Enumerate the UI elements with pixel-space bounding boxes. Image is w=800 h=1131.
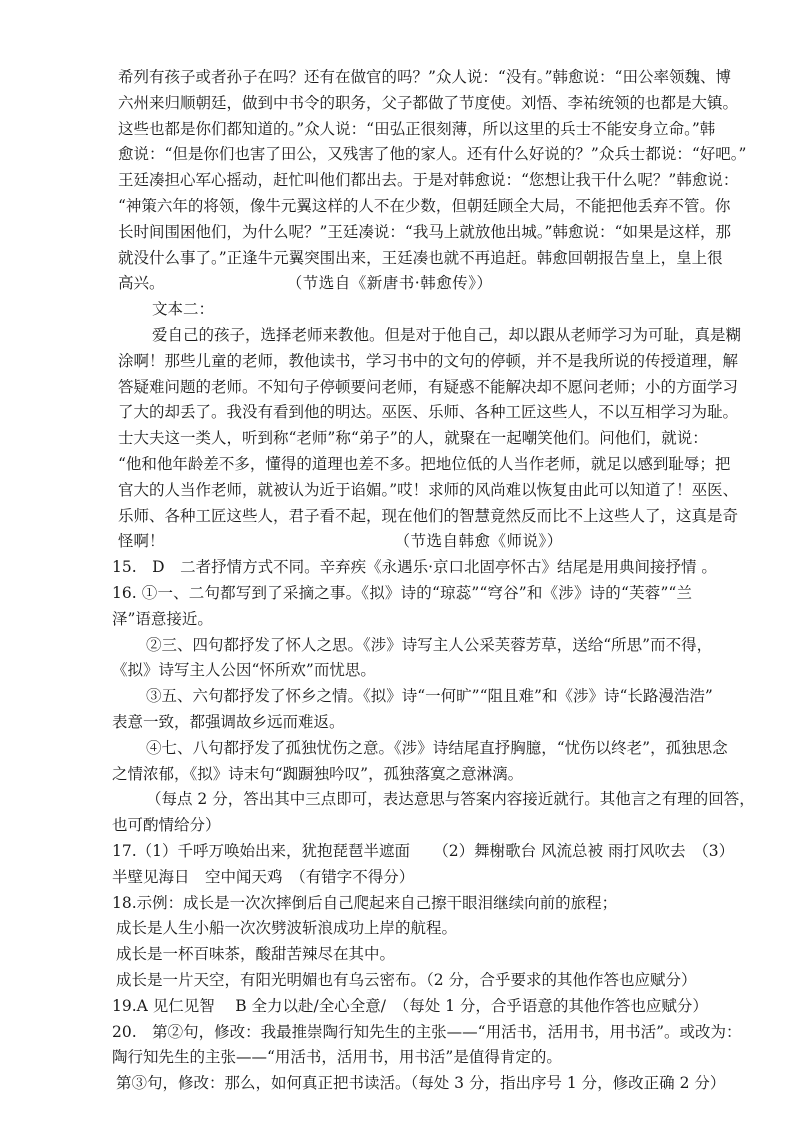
answer-20-point-3: 第③句，修改：那么，如何真正把书读活。（每处 3 分，指出序号 1 分，修改正确 2 分） [116, 1074, 726, 1093]
answer-16-point-3: ③五、六句都抒发了怀乡之情。《拟》诗“一何旷”“阻且难”和《涉》诗“长路漫浩浩” [146, 687, 713, 706]
text2-line: 答疑难问题的老师。不知句子停顿要问老师，有疑惑不能解决却不愿问老师；小的方面学习 [118, 377, 739, 396]
text1-line: 这些也都是你们都知道的。”众人说：“田弘正很刻薄，所以这里的兵士不能安身立命。”韩 [118, 119, 716, 138]
text1-line: 就没什么事了。”正逢牛元翼突围出来，王廷凑也就不再追赶。韩愈回朝报告皇上，皇上很 [118, 248, 723, 267]
answer-20-line: 陶行知先生的主张——“用活书，活用书，用书活”是值得肯定的。 [112, 1048, 562, 1067]
answer-16: 16. ①一、二句都写到了采摘之事。《拟》诗的“琼蕊”“穹谷”和《涉》诗的“芙蓉”“兰 [112, 584, 692, 602]
text2-last-line [118, 528, 678, 554]
text1-line: 长时间围困他们，为什么呢？”王廷凑说：“我马上就放他出城。”韩愈说：“如果是这样，那 [118, 222, 731, 241]
text2-line: 爱自己的孩子，选择老师来教他。但是对于他自己，却以跟从老师学习为可耻，真是糊 [152, 326, 742, 344]
answer-16-line: 泽”语意接近。 [112, 609, 213, 628]
text2-last-text: 怪啊！ [118, 532, 165, 551]
answer-16-scoring-line: 也可酌情给分） [112, 816, 221, 835]
answer-17-line: 半壁见海日 空中闻天鸡 （有错字不得分） [112, 867, 415, 886]
text2-line: “他和他年龄差不多，懂得的道理也差不多。把地位低的人当作老师，就足以感到耻辱；把 [118, 455, 731, 473]
answer-16-line: 《拟》诗写主人公因“怀所欢”而忧思。 [112, 661, 376, 680]
text1-source: （节选自《新唐书·韩愈传》） [294, 274, 493, 293]
answer-17: 17.（1）千呼万唤始出来，犹抱琵琶半遮面 （2）舞榭歌台 风流总被 雨打风吹去 （3） [112, 842, 735, 860]
answer-16-scoring: （每点 2 分，答出其中三点即可，表达意思与答案内容接近就行。其他言之有理的回答， [146, 790, 755, 809]
text1-last-text: 高兴。 [118, 274, 165, 293]
text2-line: 士大夫这一类人，听到称“老师”称“弟子”的人，就聚在一起嘲笑他们。问他们，就说： [118, 429, 708, 448]
answer-16-line: 之情浓郁，《拟》诗末句“踟蹰独吟叹”，孤独落寞之意淋漓。 [112, 764, 524, 783]
text2-line: 了大的却丢了。我没有看到他的明达。巫医、乐师、各种工匠这些人，不以互相学习为耻。 [118, 403, 739, 422]
answer-20: 20. 第②句，修改：我最推崇陶行知先生的主张——“用活书，活用书，用书活”。或改为： [112, 1022, 742, 1041]
answer-18-line: 成长是人生小船一次次劈波斩浪成功上岸的航程。 [116, 919, 458, 938]
text1-line: 王廷凑担心军心摇动，赶忙叫他们都出去。于是对韩愈说：“您想让我干什么呢？”韩愈说： [118, 171, 739, 190]
text2-line: 乐师、各种工匠这些人，君子看不起，现在他们的智慧竟然反而比不上这些人了，这真是奇 [118, 506, 739, 525]
answer-15: 15. D 二者抒情方式不同。辛弃疾《永遇乐·京口北固亭怀古》结尾是用典间接抒情 。 [112, 558, 717, 577]
answer-18-line: 成长是一杯百味茶，酸甜苦辣尽在其中。 [116, 945, 396, 964]
answer-16-point-2: ②三、四句都抒发了怀人之思。《涉》诗写主人公采芙蓉芳草，送给“所思”而不得， [146, 635, 713, 654]
text2-heading: 文本二： [152, 300, 215, 319]
answer-18: 18.示例：成长是一次次摔倒后自己爬起来自己擦干眼泪继续向前的旅程； [112, 893, 618, 912]
text1-line: 愈说：“但是你们也害了田公，又残害了他的家人。还有什么好说的？”众兵士都说：“好吧。” [118, 145, 747, 164]
answer-19: 19.A 见仁见智 B 全力以赴/全心全意/ （每处 1 分，合乎语意的其他作答也应赋分） [112, 996, 708, 1015]
text2-line: 涂啊！那些儿童的老师，教他读书，学习书中的文句的停顿，并不是我所说的传授道理，解 [118, 351, 739, 370]
text1-line: 六州来归顺朝廷，做到中书令的职务，父子都做了节度使。刘悟、李祐统领的也都是大镇。 [118, 93, 739, 112]
text1-line: 希列有孩子或者孙子在吗？还有在做官的吗？”众人说：“没有。”韩愈说：“田公率领魏、博 [118, 68, 731, 86]
text1-line: “神策六年的将领，像牛元翼这样的人不在少数，但朝廷顾全大局，不能把他丢弃不管。你 [118, 197, 731, 215]
text1-last-line [118, 270, 678, 296]
text2-line: 官大的人当作老师，就被认为近于谄媚。”哎！求师的风尚难以恢复由此可以知道了！巫医、 [118, 480, 739, 499]
answer-18-line: 成长是一片天空，有阳光明媚也有乌云密布。（2 分，合乎要求的其他作答也应赋分） [116, 971, 697, 989]
answer-16-point-4: ④七、八句都抒发了孤独忧伤之意。《涉》诗结尾直抒胸臆，“忧伤以终老”，孤独思念 [146, 738, 728, 757]
answer-16-line: 表意一致，都强调故乡远而难返。 [112, 713, 345, 731]
text2-source: （节选自韩愈《师说》） [394, 532, 563, 551]
